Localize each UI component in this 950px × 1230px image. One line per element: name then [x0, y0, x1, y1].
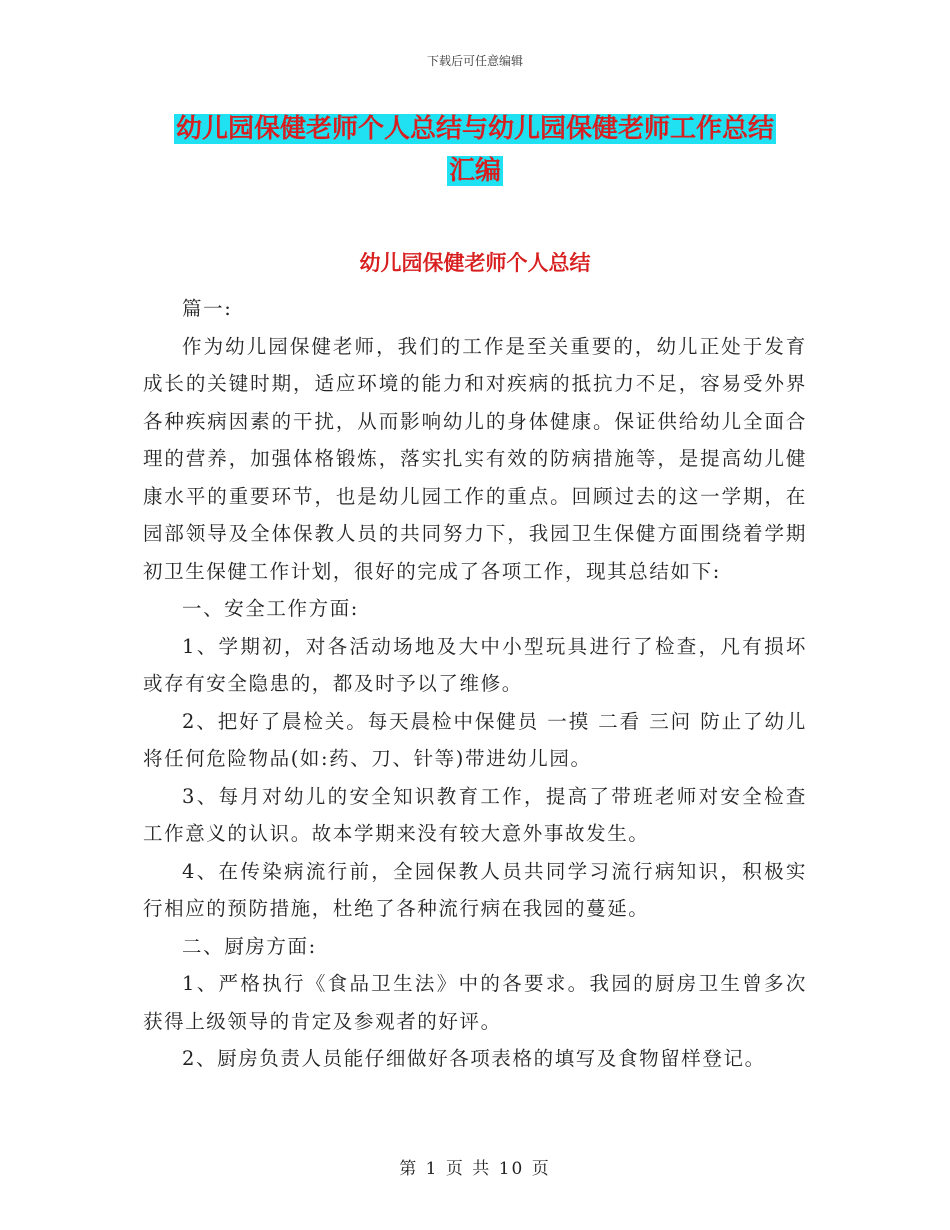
document-main-title: [140, 108, 810, 192]
paragraph: 作为幼儿园保健老师，我们的工作是至关重要的，幼儿正处于发育成长的关键时期，适应环境的能力和对疾病的抵抗力不足，容易受外界各种疾病因素的干扰，从而影响幼儿的身体健康。保证供给幼儿全面合理的营养，加强体格锻炼，落实扎实有效的防病措施等，是提高幼儿健康水平的重要环节，也是幼儿园工作的重点。回顾过去的这一学期，在园部领导及全体保教人员的共同努力下，我园卫生保健方面围绕着学期初卫生保健工作计划，很好的完成了各项工作，现其总结如下:: [143, 334, 807, 583]
paragraph: 2、厨房负责人员能仔细做好各项表格的填写及食物留样登记。: [182, 1047, 766, 1070]
document-body: [143, 290, 807, 1078]
paragraph: 4、在传染病流行前，全园保教人员共同学习流行病知识，积极实行相应的预防措施，杜绝了各种流行病在我园的蔓延。: [143, 859, 807, 920]
paragraph: 2、把好了晨检关。每天晨检中保健员 一摸 二看 三问 防止了幼儿将任何危险物品(如:药、刀、针等)带进幼儿园。: [143, 709, 807, 770]
paragraph: 一、安全工作方面:: [182, 597, 359, 620]
main-title-line-2: 汇编: [448, 156, 501, 186]
page-number: 第 1 页 共 10 页: [399, 1159, 551, 1179]
paragraph: 1、严格执行《食品卫生法》中的各要求。我园的厨房卫生曾多次获得上级领导的肯定及参观者的好评。: [143, 972, 807, 1033]
main-title-line-1: 幼儿园保健老师个人总结与幼儿园保健老师工作总结: [175, 114, 774, 144]
paragraph: 篇一:: [182, 297, 233, 320]
paragraph: 3、每月对幼儿的安全知识教育工作，提高了带班老师对安全检查工作意义的认识。故本学期来没有较大意外事故发生。: [143, 784, 807, 845]
section-title: 幼儿园保健老师个人总结: [359, 251, 591, 275]
page-header-note: 下载后可任意编辑: [426, 54, 523, 68]
paragraph: 二、厨房方面:: [182, 934, 317, 958]
paragraph: 1、学期初，对各活动场地及大中小型玩具进行了检查，凡有损坏或存有安全隐患的，都及时予以了维修。: [143, 634, 807, 695]
